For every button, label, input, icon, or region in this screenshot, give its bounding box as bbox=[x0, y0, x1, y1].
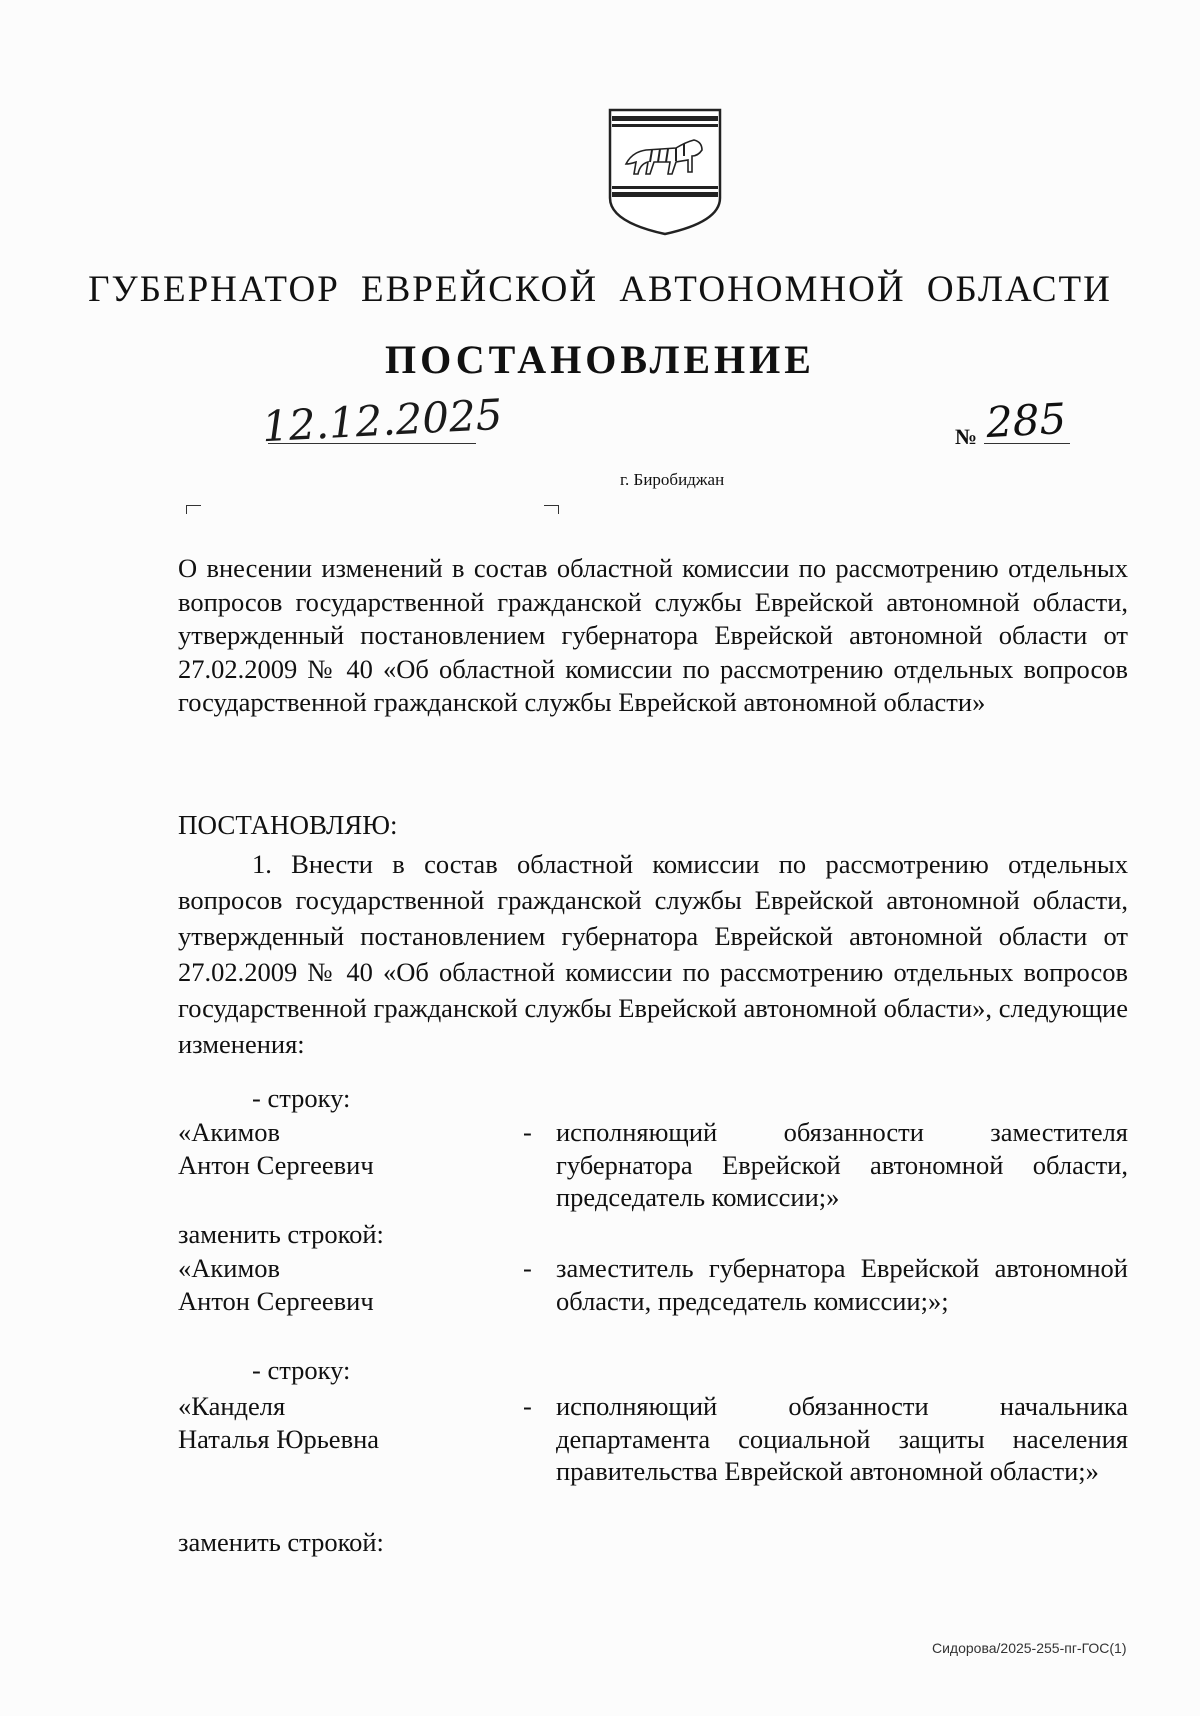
handwritten-number: 285 bbox=[984, 393, 1068, 448]
number-underline bbox=[984, 443, 1070, 444]
number-label: № bbox=[955, 424, 978, 449]
document-page: ГУБЕРНАТОР ЕВРЕЙСКОЙ АВТОНОМНОЙ ОБЛАСТИ ПОСТАНОВЛЕНИЕ 12.12.2025 № 285 г. Биробиджан О внесении изменений в состав областной комиссии по рассмотрению отдельных вопросов государственной гражданской службы Еврейской автономной области, утвержденный постановлением губернатора Еврейской автономной области от 27.02.2009 № 40 «Об областной комиссии по рассмотрению отдельных вопросов государственной гражданской службы Еврейской автономной области» ПОСТАНОВЛЯЮ: 1. Внести в состав областной комиссии по рассмотрению отдельных вопросов государственной гражданской службы Еврейской автономной области, утвержденный постановлением губернатора Еврейской автономной области от 27.02.2009 № 40 «Об областной комиссии по рассмотрению отдельных вопросов государственной гражданской службы Еврейской автономной области», следующие изменения: - строку: «Акимов Антон Сергеевич - исполняющий обязанности заместителя губернатора Еврейской автономной области, председатель комиссии;» заменить строкой: «Акимов Антон Сергеевич - заместитель губернатора Еврейской автономной области, председатель комиссии;»; - строку: «Канделя Наталья Юрьевна - исполняющий обязанности начальника департамента социальной защиты населения правительства Еврейской автономной области;» заменить строкой: Сидорова/2025-255-пг-ГОС(1) bbox=[0, 0, 1200, 1716]
handwritten-date: 12.12.2025 bbox=[260, 389, 504, 452]
decree-word: ПОСТАНОВЛЯЮ: bbox=[178, 810, 398, 840]
heading-corner-right bbox=[544, 505, 559, 514]
document-type: ПОСТАНОВЛЕНИЕ bbox=[385, 337, 815, 382]
city-label: г. Биробиджан bbox=[620, 470, 725, 489]
coat-of-arms-icon bbox=[606, 106, 724, 238]
command-line-2: - строку: bbox=[252, 1355, 351, 1385]
command-line-1: - строку: bbox=[252, 1083, 351, 1113]
document-heading: О внесении изменений в состав областной комиссии по рассмотрению отдельных вопросов государственной гражданской службы Еврейской автономной области, утвержденный постановлением губернатора Еврейской автономной области от 27.02.2009 № 40 «Об областной комиссии по рассмотрению отдельных вопросов государственной гражданской службы Еврейской автономной области» bbox=[178, 553, 1128, 717]
authority-title: ГУБЕРНАТОР ЕВРЕЙСКОЙ АВТОНОМНОЙ ОБЛАСТИ bbox=[88, 269, 1112, 310]
member-name: «Акимов Антон Сергеевич bbox=[178, 1117, 374, 1180]
member-name: «Канделя Наталья Юрьевна bbox=[178, 1391, 380, 1454]
command-replace-1: заменить строкой: bbox=[178, 1219, 384, 1249]
command-replace-2: заменить строкой: bbox=[178, 1527, 384, 1557]
document-code: Сидорова/2025-255-пг-ГОС(1) bbox=[932, 1640, 1127, 1656]
paragraph-1: 1. Внести в состав областной комиссии по рассмотрению отдельных вопросов государственной гражданской службы Еврейской автономной области, утвержденный постановлением губернатора Еврейской автономной области от 27.02.2009 № 40 «Об областной комиссии по рассмотрению отдельных вопросов государственной гражданской службы Еврейской автономной области», следующие изменения: bbox=[178, 849, 1128, 1059]
heading-corner-left bbox=[186, 505, 201, 514]
member-position: исполняющий обязанности заместителя губернатора Еврейской автономной области, председатель комиссии;» bbox=[556, 1117, 1128, 1212]
date-underline bbox=[268, 443, 476, 444]
member-position: исполняющий обязанности начальника департамента социальной защиты населения правительства Еврейской автономной области;» bbox=[556, 1391, 1128, 1486]
member-name: «Акимов Антон Сергеевич bbox=[178, 1253, 374, 1316]
member-position: заместитель губернатора Еврейской автономной области, председатель комиссии;»; bbox=[556, 1253, 1128, 1316]
